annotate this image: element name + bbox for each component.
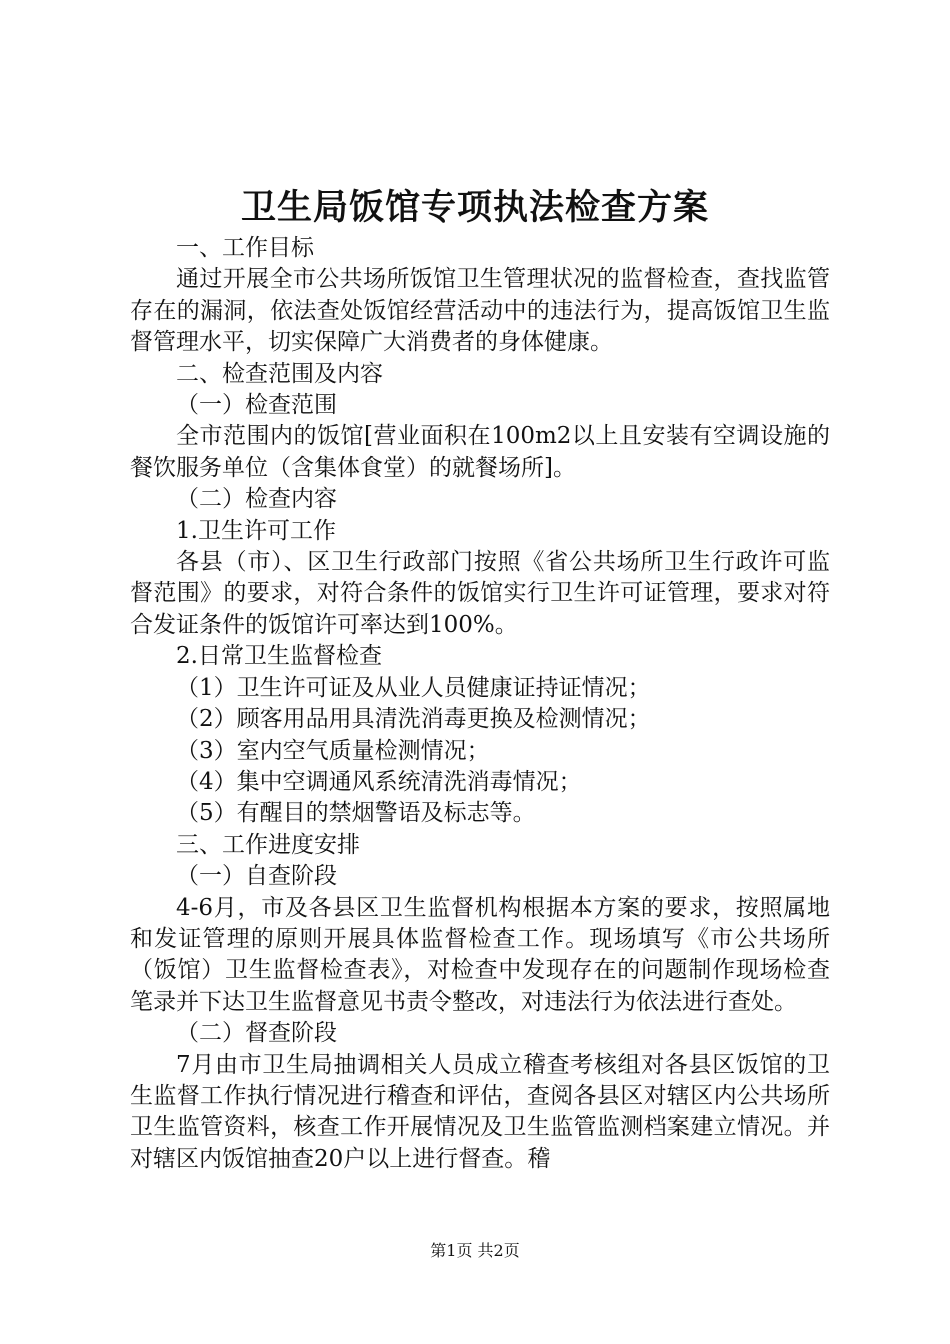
- paragraph-supervision: 7月由市卫生局抽调相关人员成立稽查考核组对各县区饭馆的卫生监督工作执行情况进行稽查和评估，查阅各县区对辖区内公共场所卫生监管资料，核查工作开展情况及卫生监管监测档案建立情况。并对辖区内饭馆抽查20户以上进行督查。稽: [130, 1051, 830, 1172]
- item-heading-license: 1.卫生许可工作: [176, 517, 336, 544]
- subsection-heading-self-check: （一）自查阶段: [176, 863, 337, 890]
- list-item: （5）有醒目的禁烟警语及标志等。: [176, 800, 536, 827]
- subsection-heading-content: （二）检查内容: [176, 486, 337, 513]
- list-item: （1）卫生许可证及从业人员健康证持证情况；: [176, 674, 651, 701]
- list-item: （3）室内空气质量检测情况；: [176, 737, 490, 764]
- section-heading-2: 二、检查范围及内容: [176, 360, 383, 387]
- item-heading-daily-inspection: 2.日常卫生监督检查: [176, 643, 382, 670]
- paragraph-scope: 全市范围内的饭馆[营业面积在100m2以上且安装有空调设施的餐饮服务单位（含集体食堂）的就餐场所]。: [130, 423, 830, 481]
- subsection-heading-scope: （一）检查范围: [176, 392, 337, 419]
- paragraph-license: 各县（市）、区卫生行政部门按照《省公共场所卫生行政许可监督范围》的要求，对符合条件的饭馆实行卫生许可证管理，要求对符合发证条件的饭馆许可率达到100%。: [130, 549, 830, 638]
- section-heading-1: 一、工作目标: [176, 235, 314, 261]
- paragraph-goal: 通过开展全市公共场所饭馆卫生管理状况的监督检查，查找监管存在的漏洞，依法查处饭馆经营活动中的违法行为，提高饭馆卫生监督管理水平，切实保障广大消费者的身体健康。: [130, 266, 830, 356]
- section-heading-3: 三、工作进度安排: [176, 831, 360, 858]
- subsection-heading-supervision: （二）督查阶段: [176, 1020, 337, 1047]
- document-body: [130, 233, 830, 1175]
- paragraph-self-check: 4-6月，市及各县区卫生监督机构根据本方案的要求，按照属地和发证管理的原则开展具体监督检查工作。现场填写《市公共场所（饭馆）卫生监督检查表》，对检查中发现存在的问题制作现场检查笔录并下达卫生监督意见书责令整改，对违法行为依法进行查处。: [130, 894, 830, 1015]
- list-item: （2）顾客用品用具清洗消毒更换及检测情况；: [176, 706, 651, 733]
- list-item: （4）集中空调通风系统清洗消毒情况；: [176, 768, 582, 795]
- page-footer: 第1页 共2页: [430, 1241, 520, 1260]
- document-title: 卫生局饭馆专项执法检查方案: [240, 187, 709, 228]
